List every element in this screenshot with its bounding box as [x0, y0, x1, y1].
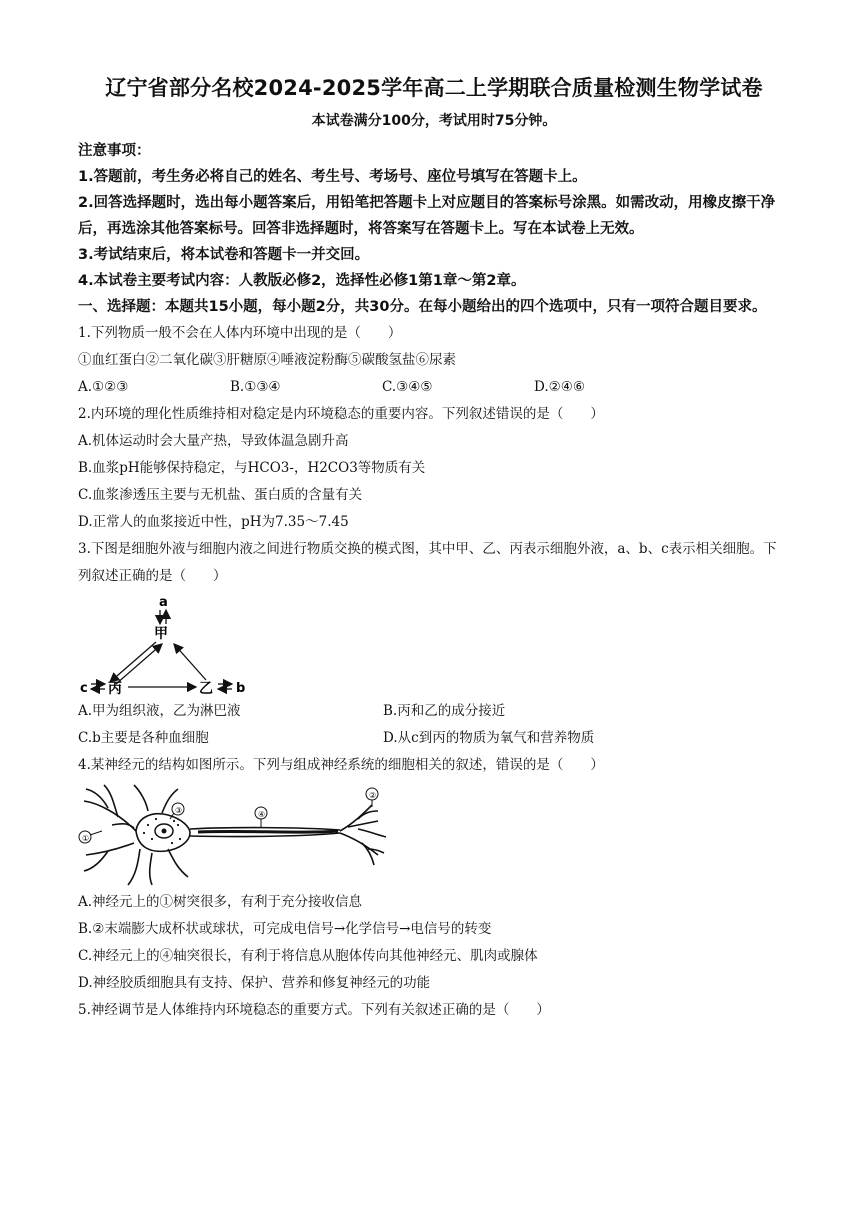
exam-title: 辽宁省部分名校2024-2025学年高二上学期联合质量检测生物学试卷 — [105, 76, 763, 100]
fluid-exchange-svg — [78, 594, 278, 696]
q4-option-b: B.②末端膨大成杯状或球状，可完成电信号→化学信号→电信号的转变 — [78, 921, 492, 937]
q5-stem: 5.神经调节是人体维持内环境稳态的重要方式。下列有关叙述正确的是（ ） — [78, 1002, 550, 1018]
label-4: ④ — [258, 810, 266, 819]
cell-a-label: a — [159, 595, 168, 610]
arrow-yi-to-jia — [174, 644, 206, 680]
q3-option-c: C.b主要是各种血细胞 — [78, 730, 209, 746]
dendrite-branch — [84, 801, 136, 831]
q3-option-a: A.甲为组织液，乙为淋巴液 — [78, 703, 241, 719]
q1-option-c: C.③④⑤ — [382, 379, 433, 395]
section-heading: 一、选择题：本题共15小题，每小题2分，共30分。在每小题给出的四个选项中，只有一项符合题目要求。 — [78, 299, 767, 315]
q4-option-a: A.神经元上的①树突很多，有利于充分接收信息 — [78, 894, 363, 910]
q1-option-a: A.①②③ — [78, 379, 129, 395]
notice-heading: 注意事项： — [78, 143, 151, 159]
q3-option-b: B.丙和乙的成分接近 — [383, 703, 506, 719]
q2-stem: 2.内环境的理化性质维持相对稳定是内环境稳态的重要内容。下列叙述错误的是（ ） — [78, 406, 604, 422]
axon — [190, 828, 340, 830]
notice-item-4: 4.本试卷主要考试内容：人教版必修2，选择性必修1第1章～第2章。 — [78, 273, 526, 289]
q1-option-b: B.①③④ — [230, 379, 281, 395]
notice-item-1: 1.答题前，考生务必将自己的姓名、考生号、考场号、座位号填写在答题卡上。 — [78, 169, 587, 185]
q4-option-d: D.神经胶质细胞具有支持、保护、营养和修复神经元的功能 — [78, 975, 431, 991]
fluid-bing-label: 丙 — [108, 681, 122, 696]
q1-options — [78, 374, 790, 401]
label-3: ③ — [175, 806, 183, 815]
q2-option-c: C.血浆渗透压主要与无机盐、蛋白质的含量有关 — [78, 487, 363, 503]
q1-option-d: D.②④⑥ — [534, 379, 585, 395]
neuron-diagram — [78, 783, 790, 887]
q2-option-d: D.正常人的血浆接近中性，pH为7.35～7.45 — [78, 514, 349, 530]
arrow-bing-to-jia — [116, 644, 162, 684]
notice-item-3: 3.考试结束后，将本试卷和答题卡一并交回。 — [78, 247, 370, 263]
q3-options-row-2 — [78, 725, 790, 752]
arrow-jia-to-bing — [110, 642, 156, 682]
cell-b-label: b — [236, 681, 246, 696]
q4-option-c: C.神经元上的④轴突很长，有利于将信息从胞体传向其他神经元、肌肉或腺体 — [78, 948, 538, 964]
exam-page — [78, 72, 790, 1024]
q2-option-a: A.机体运动时会大量产热，导致体温急剧升高 — [78, 433, 349, 449]
q1-stem: 1.下列物质一般不会在人体内环境中出现的是（ ） — [78, 325, 402, 341]
label-1: ① — [82, 834, 90, 843]
exam-subtitle: 本试卷满分100分，考试用时75分钟。 — [311, 113, 557, 129]
fluid-jia-label: 甲 — [154, 626, 168, 642]
q3-stem: 3.下图是细胞外液与细胞内液之间进行物质交换的模式图，其中甲、乙、丙表示细胞外液，a、b、c表示相关细胞。下列叙述正确的是（ ） — [78, 541, 777, 584]
neuron-svg — [78, 783, 398, 887]
fluid-exchange-diagram — [78, 594, 790, 696]
fluid-yi-label: 乙 — [199, 681, 213, 696]
q2-option-b: B.血浆pH能够保持稳定，与HCO3-，H2CO3等物质有关 — [78, 460, 426, 476]
notice-item-2: 2.回答选择题时，选出每小题答案后，用铅笔把答题卡上对应题目的答案标号涂黑。如需改动，用橡皮擦干净后，再选涂其他答案标号。回答非选择题时，将答案写在答题卡上。写在本试卷上无效。 — [78, 195, 776, 237]
q3-option-d: D.从c到丙的物质为氧气和营养物质 — [383, 730, 595, 746]
q3-options-row-1 — [78, 698, 790, 725]
q4-stem: 4.某神经元的结构如图所示。下列与组成神经系统的细胞相关的叙述，错误的是（ ） — [78, 757, 604, 773]
q1-list: ①血红蛋白②二氧化碳③肝糖原④唾液淀粉酶⑤碳酸氢盐⑥尿素 — [78, 352, 456, 368]
label-2: ② — [369, 791, 377, 800]
cell-c-label: c — [80, 681, 88, 696]
